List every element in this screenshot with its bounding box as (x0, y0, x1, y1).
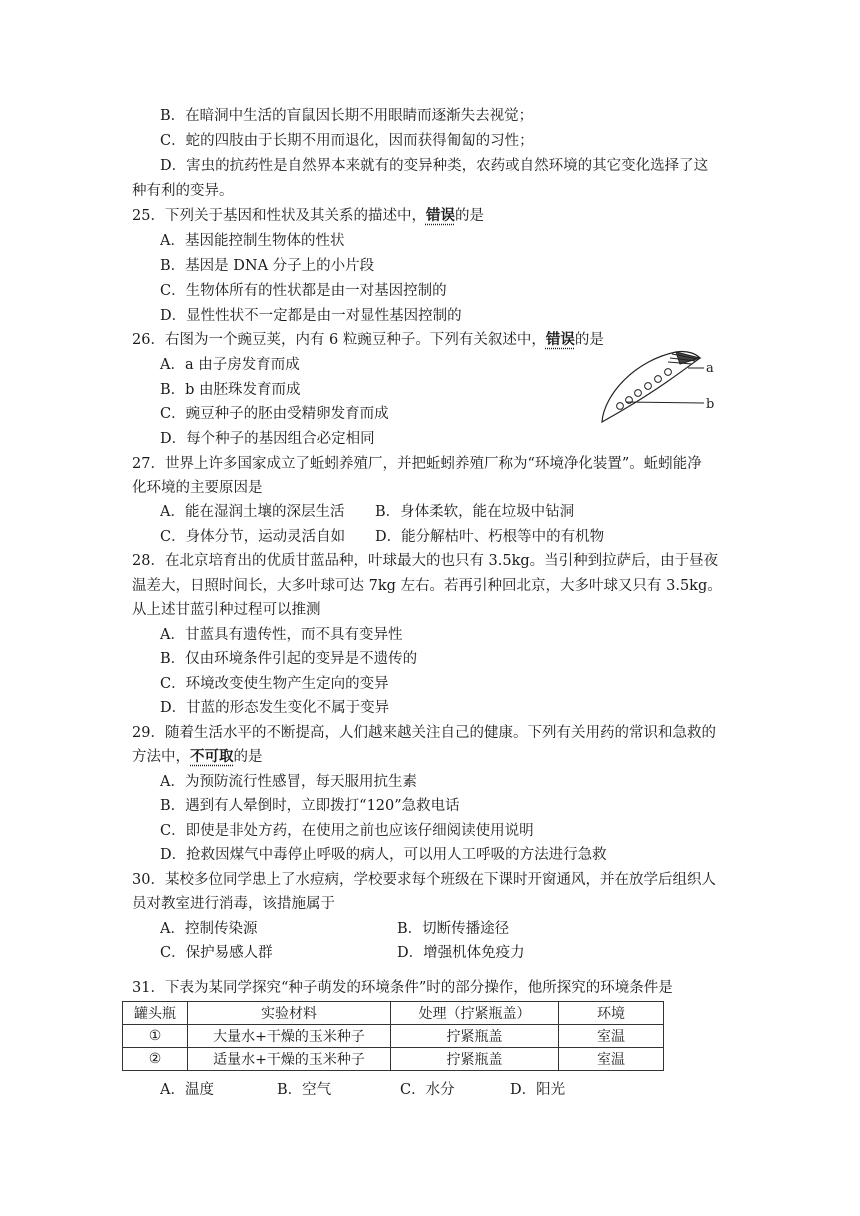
q24-option-b: B．在暗洞中生活的盲鼠因长期不用眼睛而逐渐失去视觉； (160, 108, 534, 124)
q26-stem-text: 26．右图为一个豌豆荚，内有 6 粒豌豆种子。下列有关叙述中， (132, 332, 546, 348)
table-header-cell: 处理（拧紧瓶盖） (391, 1002, 559, 1025)
q25-stem-text: 25．下列关于基因和性状及其关系的描述中， (132, 208, 426, 224)
q25-stem (132, 206, 484, 226)
q29-stem-text: 方法中， (132, 749, 190, 765)
table-cell: 拧紧瓶盖 (391, 1025, 559, 1048)
q27-stem-line2: 化环境的主要原因是 (132, 480, 263, 496)
q26-option-c: C．豌豆种子的胚由受精卵发育而成 (160, 406, 389, 422)
q26-emphasis: 错误 (545, 332, 575, 348)
q29-stem-line1: 29．随着生活水平的不断提高，人们越来越关注自己的健康。下列有关用药的常识和急救的 (132, 725, 716, 741)
q31-experiment-table (122, 1001, 664, 1071)
q27-stem-line1: 27．世界上许多国家成立了蚯蚓养殖厂，并把蚯蚓养殖厂称为“环境净化装置”。蚯蚓能净 (132, 456, 702, 472)
table-cell: 大量水+干燥的玉米种子 (188, 1025, 391, 1048)
pea-seed (645, 383, 652, 390)
pea-seed (665, 369, 672, 376)
table-cell: ① (123, 1025, 188, 1048)
q29-option-b: B．遇到有人晕倒时，立即拨打“120”急救电话 (160, 798, 460, 814)
q30-option-b: B．切断传播途径 (397, 921, 510, 937)
q31-stem: 31．下表为某同学探究“种子萌发的环境条件”时的部分操作，他所探究的环境条件是 (132, 980, 673, 996)
q25-option-c: C．生物体所有的性状都是由一对基因控制的 (160, 283, 447, 299)
table-cell: 室温 (559, 1025, 664, 1048)
q30-option-d: D．增强机体免疫力 (397, 945, 525, 961)
table-cell: 室温 (559, 1048, 664, 1071)
q28-option-d: D．甘蓝的形态发生变化不属于变异 (160, 700, 390, 716)
q31-option-b: B．空气 (277, 1082, 332, 1098)
table-cell: 适量水+干燥的玉米种子 (188, 1048, 391, 1071)
label-a: a (706, 361, 714, 376)
q28-stem-line1: 28．在北京培育出的优质甘蓝品种，叶球最大的也只有 3.5kg。当引种到拉萨后，由于昼夜 (132, 553, 719, 569)
q27-option-d: D．能分解枯叶、朽根等中的有机物 (375, 529, 605, 545)
pea-seed (635, 390, 642, 397)
q31-option-a: A．温度 (160, 1082, 214, 1098)
q26-stem (132, 330, 604, 350)
q30-option-c: C．保护易感人群 (160, 945, 273, 961)
q28-option-c: C．环境改变使生物产生定向的变异 (160, 676, 389, 692)
q29-option-a: A．为预防流行性感冒，每天服用抗生素 (160, 774, 417, 790)
table-cell: 拧紧瓶盖 (391, 1048, 559, 1071)
q30-stem-line2: 员对教室进行消毒，该措施属于 (132, 896, 335, 912)
q30-option-a: A．控制传染源 (160, 921, 258, 937)
q31-option-d: D．阳光 (510, 1082, 566, 1098)
q27-option-c: C．身体分节，运动灵活自如 (160, 529, 346, 545)
q25-stem-tail: 的是 (454, 208, 484, 224)
label-b-pointer (626, 402, 704, 403)
q25-option-d: D．显性性状不一定都是由一对显性基因控制的 (160, 308, 462, 324)
q29-stem-tail: 的是 (233, 749, 263, 765)
q31-option-c: C．水分 (400, 1082, 455, 1098)
table-cell: ② (123, 1048, 188, 1071)
q24-option-d-line1: D．害虫的抗药性是自然界本来就有的变异种类，农药或自然环境的其它变化选择了这 (160, 158, 709, 174)
q29-option-c: C．即使是非处方药，在使用之前也应该仔细阅读使用说明 (160, 823, 534, 839)
table-row (123, 1048, 664, 1071)
q28-stem-line2: 温差大，日照时间长，大多叶球可达 7kg 左右。若再引种回北京，大多叶球又只有 3.5kg。 (132, 578, 722, 594)
q29-stem-line2 (132, 747, 263, 767)
table-row (123, 1025, 664, 1048)
q26-stem-tail: 的是 (574, 332, 604, 348)
q29-option-d: D．抢救因煤气中毒停止呼吸的病人，可以用人工呼吸的方法进行急救 (160, 847, 607, 863)
pea-pod-diagram (596, 342, 736, 428)
pea-seeds (617, 369, 672, 410)
q24-option-d-line2: 种有利的变异。 (132, 183, 234, 199)
q24-option-c: C．蛇的四肢由于长期不用而退化，因而获得匍匐的习性； (160, 133, 534, 149)
q25-option-b: B．基因是 DNA 分子上的小片段 (160, 258, 375, 274)
table-header-cell: 环境 (559, 1002, 664, 1025)
q27-option-a: A．能在湿润土壤的深层生活 (160, 504, 345, 520)
q29-emphasis: 不可取 (190, 749, 234, 765)
q26-option-b: B．b 由胚珠发育而成 (160, 382, 301, 398)
q25-emphasis: 错误 (425, 208, 455, 224)
q26-option-d: D．每个种子的基因组合必定相同 (160, 431, 375, 447)
table-header-row (123, 1002, 664, 1025)
q28-option-b: B．仅由环境条件引起的变异是不遗传的 (160, 651, 418, 667)
table-header-cell: 实验材料 (188, 1002, 391, 1025)
pea-seed (655, 376, 662, 383)
pea-seed (617, 403, 624, 410)
q27-option-b: B．身体柔软，能在垃圾中钻洞 (375, 504, 575, 520)
q30-stem-line1: 30．某校多位同学患上了水痘病，学校要求每个班级在下课时开窗通风，并在放学后组织人 (132, 872, 716, 888)
q28-stem-line3: 从上述甘蓝引种过程可以推测 (132, 602, 321, 618)
table-header-cell: 罐头瓶 (123, 1002, 188, 1025)
q25-option-a: A．基因能控制生物体的性状 (160, 233, 345, 249)
label-b: b (706, 397, 715, 412)
q28-option-a: A．甘蓝具有遗传性，而不具有变异性 (160, 627, 403, 643)
q26-option-a: A．a 由子房发育而成 (160, 357, 300, 373)
